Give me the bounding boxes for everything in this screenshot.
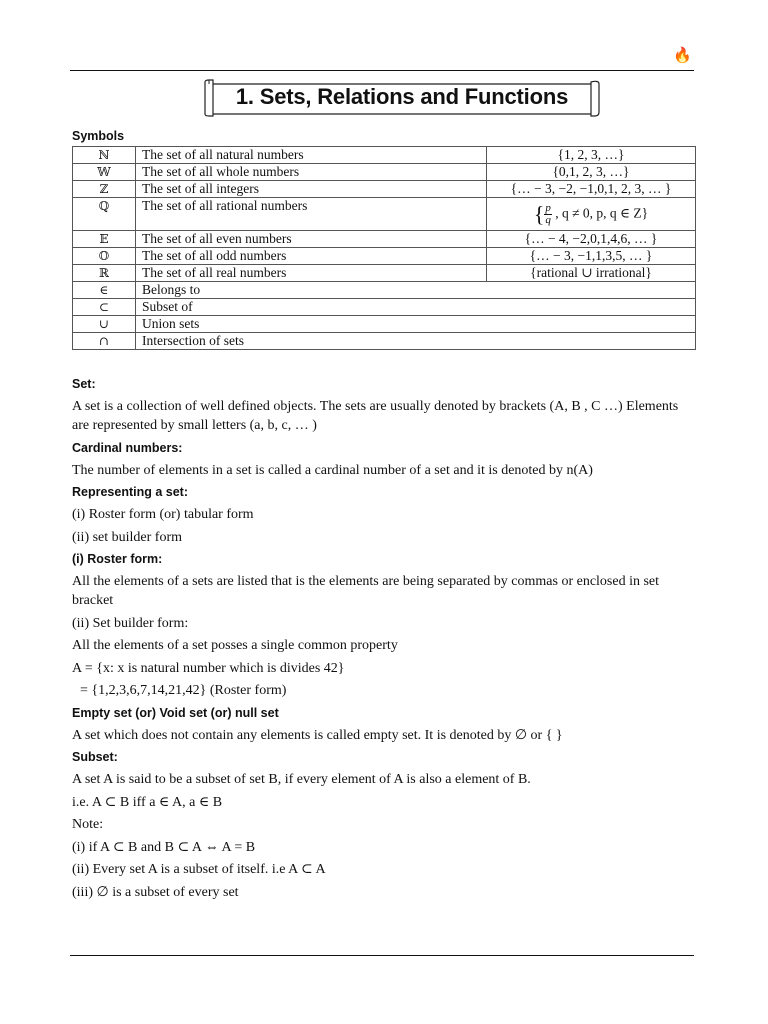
note-label: Note: — [72, 817, 104, 832]
builder-example-1: A = {x: x is natural number which is divides 42} — [72, 660, 345, 676]
note-item-3: (iii) ∅ is a subset of every set — [72, 884, 239, 900]
value-cell — [487, 198, 696, 231]
symbol-cell: ℤ — [73, 181, 136, 198]
section-heading-representing: Representing a set: — [72, 485, 189, 499]
fraction-numerator: p — [545, 201, 551, 214]
note-item-1: (i) if A ⊂ B and B ⊂ A ⇔ A = B — [72, 839, 256, 855]
description-cell: Subset of — [136, 299, 696, 316]
table-row — [73, 316, 696, 333]
representing-item-1: (i) Roster form (or) tabular form — [72, 507, 254, 522]
content-body — [72, 372, 696, 905]
header-rule — [70, 70, 694, 71]
builder-example-2: = {1,2,3,6,7,14,21,42} (Roster form) — [80, 683, 287, 698]
section-heading-subset: Subset: — [72, 750, 118, 764]
symbol-cell: 𝕎 — [73, 164, 136, 181]
section-heading-set: Set: — [72, 377, 96, 391]
symbol-cell: 𝕆 — [73, 248, 136, 265]
description-cell: Intersection of sets — [136, 333, 696, 350]
value-suffix: , q ≠ 0, p, q ∈ Z} — [555, 205, 649, 221]
table-row — [73, 265, 696, 282]
table-row — [73, 282, 696, 299]
page-title: 1. Sets, Relations and Functions — [235, 84, 569, 109]
value-cell: {… − 3, −2, −1,0,1, 2, 3, … } — [487, 181, 696, 198]
table-row — [73, 333, 696, 350]
description-cell: Union sets — [136, 316, 696, 333]
table-row — [73, 231, 696, 248]
table-row — [73, 164, 696, 181]
description-cell: The set of all integers — [136, 181, 487, 198]
builder-heading: (ii) Set builder form: — [72, 615, 189, 631]
subset-definition: A set A is said to be a subset of set B, if every element of A is also a element of B. — [72, 772, 531, 787]
empty-definition: A set which does not contain any elements is called empty set. It is denoted by ∅ or { } — [72, 727, 563, 743]
description-cell: The set of all natural numbers — [136, 147, 487, 164]
symbol-cell: ℝ — [73, 265, 136, 282]
fraction-denominator: q — [545, 213, 551, 226]
description-cell: The set of all odd numbers — [136, 248, 487, 265]
note-item-2: (ii) Every set A is a subset of itself. i.e A ⊂ A — [72, 862, 326, 877]
table-row — [73, 181, 696, 198]
description-cell: Belongs to — [136, 282, 696, 299]
table-row — [73, 299, 696, 316]
symbol-cell: ∩ — [73, 333, 136, 350]
footer-rule — [70, 955, 694, 956]
set-definition: A set is a collection of well defined objects. The sets are usually denoted by brackets (A, B , C …) Elements are represented by small letters (a, b, c, … ) — [72, 399, 679, 433]
symbol-cell: ℕ — [73, 147, 136, 164]
table-row — [73, 198, 696, 231]
symbol-cell: 𝔼 — [73, 231, 136, 248]
value-cell: {0,1, 2, 3, …} — [487, 164, 696, 181]
description-cell: The set of all even numbers — [136, 231, 487, 248]
description-cell: The set of all rational numbers — [136, 198, 487, 231]
table-row — [73, 147, 696, 164]
fraction — [544, 203, 552, 226]
symbols-heading: Symbols — [72, 129, 125, 143]
symbols-table — [72, 146, 696, 350]
value-cell: {rational ∪ irrational} — [487, 265, 696, 282]
builder-definition: All the elements of a set posses a single common property — [72, 638, 398, 653]
symbol-cell: ⊂ — [73, 299, 136, 316]
symbol-cell: ℚ — [73, 198, 136, 231]
cardinal-definition: The number of elements in a set is called a cardinal number of a set and it is denoted by n(A) — [72, 462, 593, 478]
description-cell: The set of all whole numbers — [136, 164, 487, 181]
subset-ie: i.e. A ⊂ B iff a ∈ A, a ∈ B — [72, 794, 223, 810]
value-cell: {… − 3, −1,1,3,5, … } — [487, 248, 696, 265]
section-heading-roster: (i) Roster form: — [72, 552, 163, 566]
symbol-cell: ∈ — [73, 282, 136, 299]
representing-item-2: (ii) set builder form — [72, 529, 183, 545]
brace-open: { — [533, 201, 545, 226]
description-cell: The set of all real numbers — [136, 265, 487, 282]
table-row — [73, 248, 696, 265]
title-banner — [203, 78, 601, 118]
flame-icon: 🔥 — [673, 46, 692, 64]
section-heading-cardinal: Cardinal numbers: — [72, 440, 183, 455]
value-cell: {1, 2, 3, …} — [487, 147, 696, 164]
symbol-cell: ∪ — [73, 316, 136, 333]
roster-definition: All the elements of a sets are listed that is the elements are being separated by commas or enclosed in set bracket — [72, 574, 660, 608]
section-heading-empty: Empty set (or) Void set (or) null set — [72, 705, 279, 720]
value-cell: {… − 4, −2,0,1,4,6, … } — [487, 231, 696, 248]
